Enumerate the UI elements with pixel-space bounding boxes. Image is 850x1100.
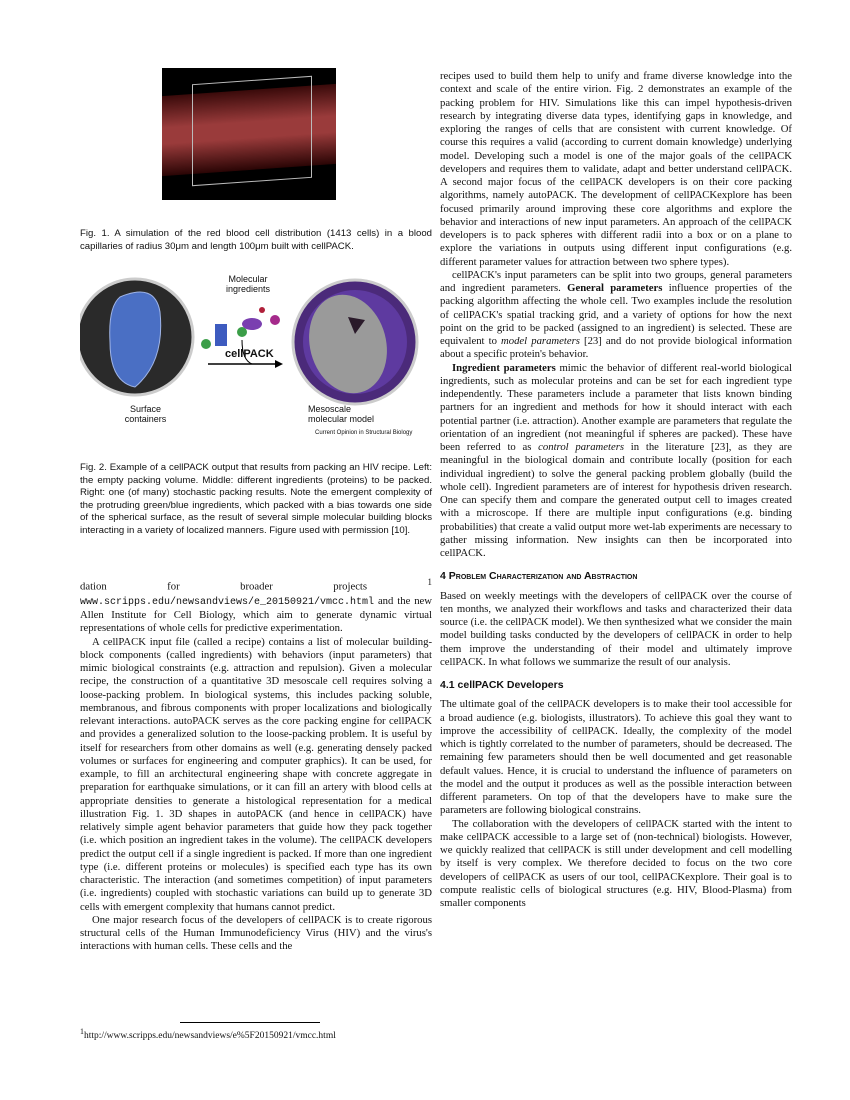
figure-credit: Current Opinion in Structural Biology	[315, 430, 413, 436]
label-molecular-ingredients: Molecular ingredients	[225, 274, 271, 294]
paragraph: The ultimate goal of the cellPACK developers is to make their tool accessible for a broad audience (e.g. biologists, illustrators). To achieve this goal they want to improve the accessibility of cellPACK. Ideally, the complexity of the model which is tightly correlated to the number of parameters, should be decreased. The remaining few parameters should then be well documented and get reasonable default values. Hence, it is crucial to understand the influence of parameters on the model and the output it produces as well as the possible interaction between different parameters. On top of that the developers have to make sure the parameters are following biological constrains.	[440, 698, 792, 817]
paragraph: One major research focus of the developers of cellPACK is to create rigorous structural cells of the Human Immunodeficiency Virus (HIV) and the virus's interactions with human cells. These cells and the	[80, 913, 432, 953]
figure-2-caption: Fig. 2. Example of a cellPACK output that results from packing an HIV recipe. Left: the empty packing volume. Middle: different ingredients (proteins) to be packed. Right: one (of many) stochastic packing results. Note the emergent complexity of the protruding green/blue ingredients, which packed with a bias towards one side of the spherical surface, as the result of several simple molecular building blocks interacting in a variety of localized manners. Figure used with permission [10].	[80, 462, 432, 536]
label-cellpack-arrow: cellPACK	[225, 348, 274, 360]
footnote-url[interactable]: http://www.scripps.edu/newsandviews/e%5F20150921/vmcc.html	[83, 1031, 336, 1042]
right-column	[440, 70, 792, 910]
left-column	[80, 576, 432, 954]
paragraph: A cellPACK input file (called a recipe) contains a list of molecular building-block components (called ingredients) with behaviors (input parameters) that mimic biological constraints (e.g. attraction and repulsion). Given a molecular recipe, the construction of a quantitative 3D mesoscale cell requires solving a loose-packing problem. In biological systems, this includes packing soluble, membranous, and fibrous components with proper localizations and biologically relevant interactions. autoPACK serves as the core packing engine for cellPACK and provides a generalized solution to the loose-packing problem. It is useful by itself for researchers from other domains as well (e.g. generating densely packed volumes or surfaces for engineering and computer graphics). It can be used, for example, to fill an architectural engineering shape with concrete aggregate in preparation for earthquake simulations, or it can fill an artery with blood cells at appropriate densities to generate a histological representation for a medical illustration Fig. 1. 3D shapes in autoPACK (and hence in cellPACK) have relatively simple agent behavior parameters that guide how they pack together (i.e. which position an ingredient takes in the volume). The cellPACK developers predict the output cell if a single ingredient is packed. If more than one ingredient type (i.e. different proteins or molecules) is specified each type has its own characteristic. The interaction (and sometimes competition) of input parameters (i.e. ingredients) coupled with stochastic variations can build up to generate 3D cells with emergent complexity that humans cannot predict.	[80, 635, 432, 913]
figure-1-caption: Fig. 1. A simulation of the red blood cell distribution (1413 cells) in a blood capillaries of radius 30μm and length 100μm built with cellPACK.	[80, 228, 432, 252]
paragraph: recipes used to build them help to unify and frame diverse knowledge into the context and scale of the entire virion. Fig. 2 demonstrates an example of the packing problem for HIV. Simulations like this can impel hypothesis-driven research by integrating diverse data types, identifying gaps in knowledge, and exploring the ranges of cells that are consistent with current knowledge. Of course this requires a valid (according to current domain knowledge) underlying model. Developing such a model is one of the major goals of the cellPACK developers and requires them to validate, adapt and better understand cellPACK. A second major focus of the cellPACK developers is on their core packing algorithms, namely autoPACK. The development of cellPACKexplore has been focused primarily around improving these core algorithms and explore the behavior and interactions of new input parameters. An approach of the cellPACK developers is to pack spheres with different radii into a box or on a plane to explore the variations in outputs using different input configurations (e.g. different parameter values for attraction between two sphere types).	[440, 70, 792, 268]
label-surface-containers: Surface containers	[124, 404, 167, 424]
paragraph: The collaboration with the developers of cellPACK started with the intent to make cellPACK accessible to a large set of (non-technical) biologists. However, we quickly realized that cellPACK is still under development and cell modelling by itself is very complex. We therefore decided to focus on the two core developers of cellPACK as users of our tool, cellPACKexplore. Their goal is to compute realistic cells of biological structures (e.g. HIV, Blood-Plasma) from smaller components	[440, 817, 792, 909]
section-heading: 4 Problem Characterization and Abstraction	[440, 570, 638, 583]
url-link[interactable]: www.scripps.edu/newsandviews/e_20150921/vmcc.html	[80, 596, 375, 608]
subsection-heading: 4.1 cellPACK Developers	[440, 679, 564, 691]
paragraph: Based on weekly meetings with the developers of cellPACK over the course of ten months, we analyzed their workflows and tasks and characterized their data source (i.e. the cellPACK model). We then synthesized what we consider the main model building tasks conducted by the developers of cellPACK in order to help them improve the understanding of their model and ultimately improve cellPACK. In what follows we summarize the result of our analysis.	[440, 589, 792, 668]
footnote: $^1$http://www.scripps.edu/newsandviews/e%5F20150921/vmcc.html	[80, 1022, 432, 1041]
paragraph: Ingredient parameters mimic the behavior of different real-world biological ingredients, such as molecular proteins and can be set for each ingredient type independently. These parameters include a parameter that lists known binding partners for an ingredient and methods for how it should interact with each potential partner (i.e. attraction). Another example are parameters that regulate the orientation of an ingredient (not meaningful if spheres are packed). These have been referred to as control parameters in the literature [23], as they are meaningful in the biological domain and contribute locally (position for each individual ingredient) to solve the general packing problem globally (build the whole cell). Ingredient parameters are of interest for hypothesis driven research. One can specify them and compare the generated output cell to images created with a microscope. If there are multiple input configurations (e.g. binding probabilities) that create a valid output more wet-lab experiments are necessary to gather missing information. New insights can then be incorporated into cellPACK.	[440, 361, 792, 559]
figure-1-image	[162, 68, 336, 200]
paragraph: dation for broader projects $^1$ www.scripps.edu/newsandviews/e_20150921/vmcc.html and the new Allen Institute for Cell Biology, which aim to generate dynamic virtual representations of whole cells for predictive experimentation.	[80, 577, 432, 635]
paragraph: cellPACK's input parameters can be split into two groups, general parameters and ingredient parameters. General parameters influence properties of the packing algorithm affecting the whole cell. Two examples include the resolution of cellPACK's spatial tracking grid, and a variety of options for how the next point on the grid to be packed (assigned to an ingredient) is selected. These are equivalent to model parameters [23] and do not provide biological information about a specific protein's behavior.	[440, 268, 793, 361]
label-mesoscale-model: Mesoscale molecular model	[308, 404, 375, 424]
figure-2-image	[80, 272, 432, 442]
